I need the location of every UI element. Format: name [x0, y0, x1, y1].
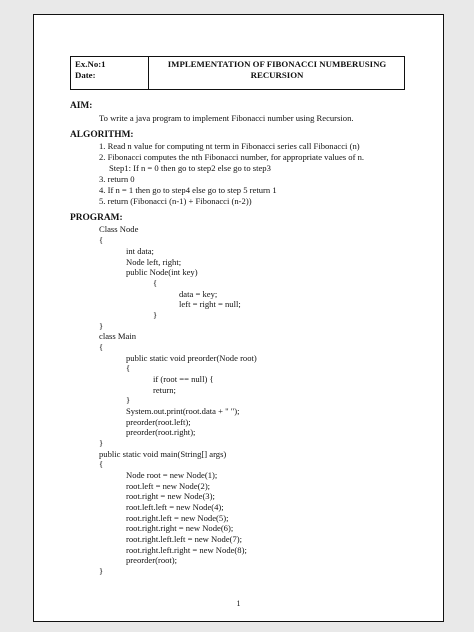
code-line: if (root == null) { [153, 374, 214, 384]
code-line: class Main [99, 331, 136, 341]
title-line-2: RECURSION [250, 70, 304, 80]
algorithm-step: 1. Read n value for computing nt term in Fibonacci series call Fibonacci (n) [99, 141, 360, 151]
code-line: Node left, right; [126, 257, 182, 267]
code-line: data = key; [179, 289, 218, 299]
code-line: public Node(int key) [126, 267, 198, 277]
algorithm-substep: Step1: If n = 0 then go to step2 else go to step3 [109, 163, 271, 173]
algorithm-step: 4. If n = 1 then go to step4 else go to step 5 return 1 [99, 185, 277, 195]
code-line: Node root = new Node(1); [126, 470, 218, 480]
algorithm-heading: ALGORITHM: [70, 130, 134, 140]
code-line: left = right = null; [179, 299, 241, 309]
exercise-date: Date: [75, 70, 96, 80]
code-line: int data; [126, 246, 154, 256]
code-line: } [153, 310, 158, 320]
code-line: public static void main(String[] args) [99, 449, 227, 459]
program-heading: PROGRAM: [70, 213, 123, 223]
code-line: } [126, 395, 131, 405]
code-line: } [99, 438, 104, 448]
code-line: preorder(root); [126, 555, 178, 565]
header-table [70, 56, 405, 90]
algorithm-step: 3. return 0 [99, 174, 135, 184]
code-line: root.right.left.right = new Node(8); [126, 545, 247, 555]
code-line: return; [153, 385, 176, 395]
code-line: { [99, 342, 104, 352]
algorithm-step: 5. return (Fibonacci (n-1) + Fibonacci (n-2)) [99, 196, 252, 206]
exercise-number: Ex.No:1 [75, 59, 106, 69]
header-title-cell [150, 57, 404, 89]
code-line: Class Node [99, 224, 139, 234]
code-line: { [126, 363, 131, 373]
header-left-cell [71, 57, 149, 89]
aim-text: To write a java program to implement Fibonacci number using Recursion. [99, 113, 354, 123]
code-line: preorder(root.left); [126, 417, 191, 427]
document-page [33, 14, 444, 622]
code-line: root.right.right = new Node(6); [126, 523, 234, 533]
code-line: root.right = new Node(3); [126, 491, 215, 501]
code-line: root.right.left = new Node(5); [126, 513, 229, 523]
code-line: public static void preorder(Node root) [126, 353, 257, 363]
code-line: } [99, 321, 104, 331]
page-number: 1 [236, 599, 241, 608]
code-line: System.out.print(root.data + " "); [126, 406, 240, 416]
code-line: root.right.left.left = new Node(7); [126, 534, 243, 544]
aim-heading: AIM: [70, 101, 93, 111]
title-line-1: IMPLEMENTATION OF FIBONACCI NUMBERUSING [167, 59, 387, 69]
code-line: { [153, 278, 158, 288]
code-line: root.left.left = new Node(4); [126, 502, 224, 512]
code-line: { [99, 235, 104, 245]
code-line: } [99, 566, 104, 576]
code-line: preorder(root.right); [126, 427, 196, 437]
code-line: { [99, 459, 104, 469]
code-line: root.left = new Node(2); [126, 481, 211, 491]
algorithm-step: 2. Fibonacci computes the nth Fibonacci number, for appropriate values of n. [99, 152, 365, 162]
